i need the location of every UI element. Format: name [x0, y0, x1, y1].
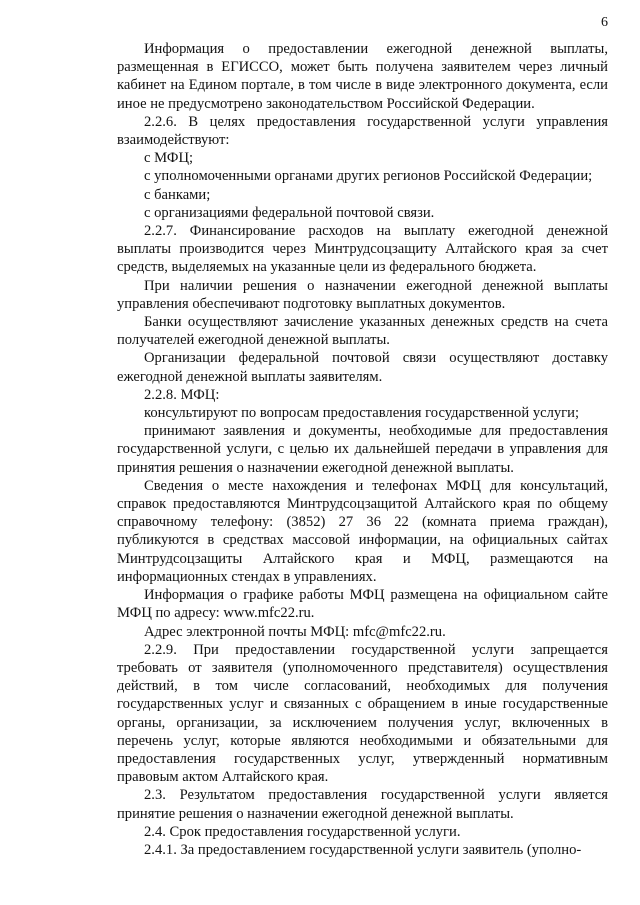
paragraph-postal-delivery: Организации федеральной почтовой связи осуществляют доставку ежегодной денежной выплаты заявителям. — [117, 350, 608, 385]
paragraph-accept-applications: принимают заявления и документы, необходимые для предоставления государственной услуги, с целью их дальнейшей передачи в управления для принятия решения о назначении ежегодной денежной выплаты. — [117, 423, 608, 476]
paragraph-2-3: 2.3. Результатом предоставления государственной услуги является принятие решения о назначении ежегодной денежной выплаты. — [117, 787, 608, 822]
paragraph-egisso-info: Информация о предоставлении ежегодной денежной выплаты, размещенная в ЕГИССО, может быть получена заявителем через личный кабинет на Едином портале, в том числе в виде электронного документа, если иное не предусмотрено законодательством Российской Федерации. — [117, 41, 608, 112]
list-item-regional-bodies: с уполномоченными органами других регионов Российской Федерации; — [144, 168, 593, 185]
heading-2-4: 2.4. Срок предоставления государственной услуги. — [144, 823, 461, 840]
heading-2-2-8: 2.2.8. МФЦ: — [144, 386, 220, 403]
page-number: 6 — [601, 15, 608, 30]
paragraph-2-2-7: 2.2.7. Финансирование расходов на выплату ежегодной денежной выплаты производится через Минтрудсоцзащиту Алтайского края за счет средств, выделяемых на указанные цели из федерального бюджета. — [117, 223, 608, 276]
paragraph-2-4-1: 2.4.1. За предоставлением государственной услуги заявитель (уполно- — [144, 841, 582, 858]
paragraph-mfc-schedule: Информация о графике работы МФЦ размещена на официальном сайте МФЦ по адресу: www.mfc22.ru. — [117, 587, 608, 622]
paragraph-2-2-6: 2.2.6. В целях предоставления государственной услуги управления взаимодействуют: — [117, 113, 608, 149]
list-item-mfc: с МФЦ; — [144, 150, 194, 167]
document-body — [117, 40, 608, 859]
paragraph-2-2-9: 2.2.9. При предоставлении государственной услуги запрещается требовать от заявителя (уполномоченного представителя) осуществления действий, в том числе согласований, необходимых для получения государственных услуг и связанных с обращением в иные государственные органы, организации, за исключением получения услуг, включенных в перечень услуг, которые являются необходимыми и обязательными для предоставления государственных услуг, утвержденный нормативным правовым актом Алтайского края. — [117, 641, 608, 786]
paragraph-mfc-contacts: Сведения о месте нахождения и телефонах МФЦ для консультаций, справок предоставляются Минтрудсоцзащитой Алтайского края по общему справочному телефону: (3852) 27 36 22 (комната приема граждан), публикуются в средствах массовой информации, на официальных сайтах Минтрудсоцзащиты Алтайского края и МФЦ, размещаются на информационных стендах в управлениях. — [117, 477, 608, 585]
paragraph-mfc-email: Адрес электронной почты МФЦ: mfc@mfc22.ru. — [144, 623, 446, 640]
list-item-consult: консультируют по вопросам предоставления государственной услуги; — [144, 405, 580, 422]
list-item-banks: с банками; — [144, 186, 211, 203]
paragraph-payment-documents: При наличии решения о назначении ежегодной денежной выплаты управления обеспечивают подготовку выплатных документов. — [117, 277, 608, 312]
list-item-postal: с организациями федеральной почтовой связи. — [144, 204, 435, 221]
paragraph-banks: Банки осуществляют зачисление указанных денежных средств на счета получателей ежегодной денежной выплаты. — [117, 314, 608, 349]
